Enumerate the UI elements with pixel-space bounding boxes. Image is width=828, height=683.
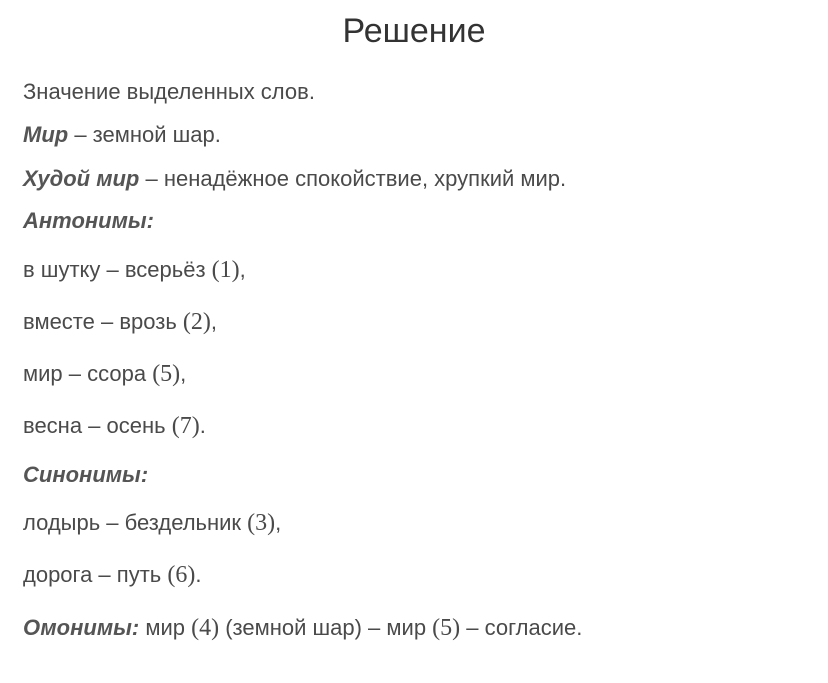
definition-khudoy-mir: – ненадёжное спокойствие, хрупкий мир.: [139, 166, 567, 191]
synonym-number: (6): [167, 562, 196, 588]
synonym-text: лодырь – бездельник: [23, 510, 248, 535]
antonym-item: [23, 360, 186, 388]
homonyms-line: [23, 614, 582, 642]
antonym-number: (5): [152, 361, 181, 387]
homonyms-heading: Омонимы:: [23, 615, 140, 640]
antonym-number: (1): [211, 257, 240, 283]
antonym-number: (2): [182, 309, 211, 335]
synonym-punct: .: [195, 562, 202, 587]
definition-mir: – земной шар.: [68, 122, 221, 147]
antonym-text: в шутку – всерьёз: [23, 257, 212, 282]
antonym-text: вместе – врозь: [23, 309, 183, 334]
antonym-punct: ,: [239, 257, 246, 282]
synonym-punct: ,: [275, 510, 282, 535]
antonym-text: мир – ссора: [23, 361, 153, 386]
synonym-item: [23, 561, 201, 589]
antonym-item: [23, 256, 246, 284]
intro-text: Значение выделенных слов.: [23, 79, 315, 104]
antonym-item: [23, 308, 217, 336]
synonym-text: дорога – путь: [23, 562, 168, 587]
antonym-punct: ,: [180, 361, 187, 386]
antonym-punct: .: [199, 413, 206, 438]
homonym-part-3: – согласие.: [460, 615, 583, 640]
term-khudoy-mir: Худой мир: [23, 166, 140, 191]
homonym-part-2: (земной шар) – мир: [219, 615, 433, 640]
antonym-item: [23, 412, 206, 440]
homonym-part-1: мир: [139, 615, 192, 640]
homonym-number-2: (5): [432, 615, 461, 641]
antonym-text: весна – осень: [23, 413, 172, 438]
homonym-number-1: (4): [191, 615, 220, 641]
synonym-number: (3): [247, 510, 276, 536]
synonyms-heading: Синонимы:: [23, 462, 149, 487]
page-title: Решение: [342, 12, 486, 50]
term-mir: Мир: [23, 122, 69, 147]
antonym-number: (7): [171, 413, 200, 439]
meaning-line-1: [23, 121, 221, 149]
meaning-line-2: [23, 165, 566, 193]
antonym-punct: ,: [210, 309, 218, 334]
antonyms-heading: Антонимы:: [23, 208, 155, 233]
synonym-item: [23, 509, 281, 537]
